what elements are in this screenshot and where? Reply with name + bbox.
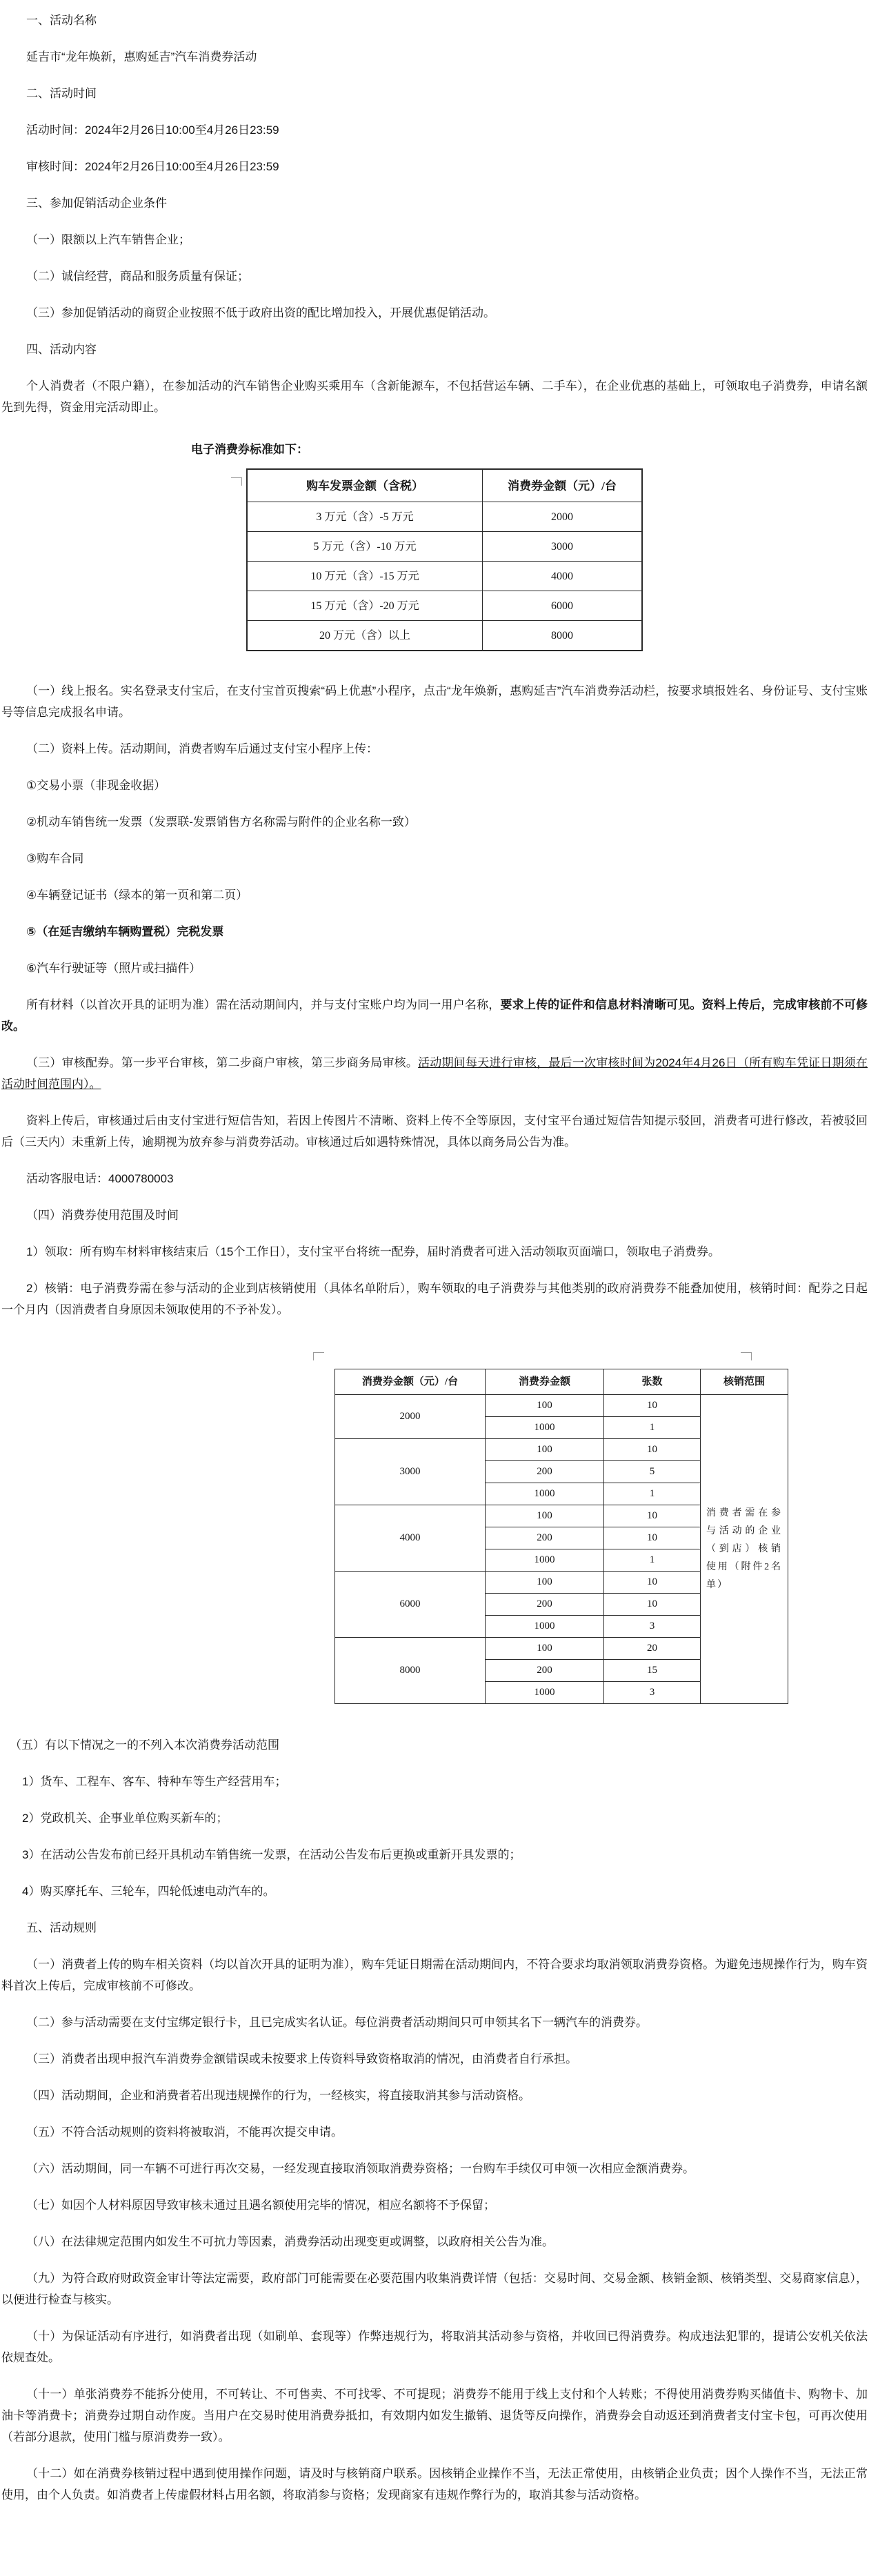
text-run: 五、活动规则: [26, 1921, 97, 1934]
table-header-cell: 消费券金额（元）/台: [335, 1369, 486, 1395]
text-run: （二）诚信经营，商品和服务质量有保证；: [26, 270, 249, 283]
paragraph: [1, 680, 868, 723]
section-heading: [1, 83, 868, 104]
text-run: （四）消费券使用范围及时间: [26, 1209, 179, 1222]
text-run: （一）线上报名。实名登录支付宝后，在支付宝首页搜索“码上优惠”小程序，点击“龙年焕新，惠购延吉”汽车消费券活动栏，按要求填报姓名、身份证号、支付宝账号等信息完成报名申请。: [1, 684, 868, 719]
table-cell: 2000: [335, 1395, 486, 1439]
paragraph: [1, 2384, 868, 2448]
paragraph: [1, 2326, 868, 2368]
text-run: 所有材料（以首次开具的证明为准）需在活动期间内，并与支付宝账户均为同一用户名称，: [26, 998, 501, 1011]
table-cell: 8000: [335, 1638, 486, 1704]
table-cell: 2000: [483, 502, 643, 532]
table-cell: 10: [604, 1594, 701, 1616]
text-run: 延吉市“龙年焕新，惠购延吉”汽车消费券活动: [26, 50, 257, 63]
paragraph: [1, 1110, 868, 1153]
text-run: 个人消费者（不限户籍），在参加活动的汽车销售企业购买乘用车（含新能源车，不包括营运车辆、二手车），在企业优惠的基础上，可领取电子消费券，申请名额先到先得，资金用完活动即止。: [1, 379, 868, 414]
paragraph: [1, 958, 868, 979]
table-cell: 消费者需在参与活动的企业（到店）核销使用（附件2名单）: [701, 1395, 788, 1704]
paragraph: [1, 2158, 868, 2179]
text-run: ③购车合同: [26, 852, 84, 865]
section-heading: [1, 1917, 868, 1939]
table-cell: 1: [604, 1417, 701, 1439]
paragraph: [1, 2268, 868, 2310]
table-header-cell: 消费券金额: [486, 1369, 604, 1395]
paragraph: [1, 2012, 868, 2033]
paragraph: [1, 266, 868, 287]
voucher-breakdown-table: [334, 1369, 788, 1704]
table-header-cell: 购车发票金额（含税）: [247, 469, 483, 502]
table-cell: 3000: [335, 1439, 486, 1505]
text-run: （十一）单张消费券不能拆分使用，不可转让、不可售卖、不可找零、不可提现；消费券不能用于线上支付和个人转账；不得使用消费券购买储值卡、购物卡、加油卡等消费卡；消费券过期自动作废。当用户在交易时使用消费券抵扣，有效期内如发生撤销、退货等反向操作，消费券会自动返还到消费者支付宝卡包，可再次使用（若部分退款，使用门槛与原消费券一致）。: [1, 2388, 868, 2444]
table-cell: 1000: [486, 1682, 604, 1704]
paragraph: [1, 156, 868, 177]
paragraph: [1, 1241, 868, 1262]
boundary-corner-mark: [741, 1352, 752, 1360]
text-run: 审核时间：2024年2月26日10:00至4月26日23:59: [26, 160, 279, 173]
text-run: 活动客服电话：4000780003: [26, 1172, 174, 1185]
table-row: [335, 1395, 788, 1417]
table-cell: 10: [604, 1572, 701, 1594]
table-cell: 6000: [335, 1572, 486, 1638]
table-cell: 10: [604, 1439, 701, 1461]
text-run: 1）领取：所有购车材料审核结束后（15个工作日），支付宝平台将统一配券，届时消费者可进入活动领取页面端口，领取电子消费券。: [26, 1245, 720, 1258]
section-heading: [1, 10, 868, 31]
paragraph: [1, 302, 868, 324]
paragraph: [1, 2194, 868, 2216]
text-run: （三）参加促销活动的商贸企业按照不低于政府出资的配比增加投入，开展优惠促销活动。: [26, 306, 495, 319]
table-cell: 200: [486, 1461, 604, 1483]
paragraph: [1, 2085, 868, 2106]
table-cell: 3000: [483, 532, 643, 562]
paragraph: [1, 2463, 868, 2506]
table-cell: 3: [604, 1616, 701, 1638]
boundary-corner-mark: [313, 1352, 324, 1360]
table-cell: 10: [604, 1527, 701, 1549]
section-heading: [1, 339, 868, 360]
text-run: （五）不符合活动规则的资料将被取消，不能再次提交申请。: [26, 2126, 343, 2139]
paragraph: [1, 1734, 868, 1756]
table-cell: 100: [486, 1505, 604, 1527]
boundary-corner-mark: [231, 477, 242, 486]
paragraph: [1, 1881, 868, 1902]
table-cell: 4000: [483, 562, 643, 591]
table-cell: 8000: [483, 621, 643, 651]
table-cell: 20 万元（含）以上: [247, 621, 483, 651]
paragraph: [1, 375, 868, 418]
section-heading: [1, 192, 868, 214]
text-run: （四）活动期间，企业和消费者若出现违规操作的行为，一经核实，将直接取消其参与活动资格。: [26, 2089, 530, 2102]
table-cell: 5: [604, 1461, 701, 1483]
text-run: （六）活动期间，同一车辆不可进行再次交易，一经发现直接取消领取消费券资格；一台购车手续仅可申领一次相应金额消费券。: [26, 2162, 695, 2175]
paragraph: [1, 994, 868, 1037]
paragraph: [1, 884, 868, 906]
table-cell: 10: [604, 1395, 701, 1417]
text-run: （三）审核配券。第一步平台审核，第二步商户审核，第三步商务局审核。: [26, 1056, 419, 1069]
paragraph: [1, 1278, 868, 1320]
text-run: ⑥汽车行驶证等（照片或扫描件）: [26, 962, 201, 975]
table-cell: 200: [486, 1594, 604, 1616]
table-cell: 1000: [486, 1616, 604, 1638]
table-cell: 10: [604, 1505, 701, 1527]
text-run: ①交易小票（非现金收据）: [26, 779, 166, 792]
table-cell: 100: [486, 1572, 604, 1594]
text-run: 电子消费券标准如下：: [191, 443, 308, 456]
table-cell: 100: [486, 1439, 604, 1461]
table-row: [247, 532, 642, 562]
table-cell: 100: [486, 1395, 604, 1417]
paragraph: [1, 1205, 868, 1226]
text-run: （一）限额以上汽车销售企业；: [26, 233, 190, 246]
text-run: （五）有以下情况之一的不列入本次消费券活动范围: [10, 1738, 279, 1752]
paragraph: [1, 848, 868, 869]
table-row: [247, 502, 642, 532]
table-cell: 1000: [486, 1483, 604, 1505]
table-cell: 1000: [486, 1549, 604, 1572]
text-run: 3）在活动公告发布前已经开具机动车销售统一发票，在活动公告发布后更换或重新开具发票的；: [22, 1848, 521, 1861]
table-header-cell: 核销范围: [701, 1369, 788, 1395]
table-row: [247, 591, 642, 621]
paragraph: [1, 119, 868, 141]
table-cell: 3 万元（含）-5 万元: [247, 502, 483, 532]
table-cell: 5 万元（含）-10 万元: [247, 532, 483, 562]
table-cell: 15 万元（含）-20 万元: [247, 591, 483, 621]
paragraph: [1, 46, 868, 68]
text-run: 活动期间每天进行审核，最后一次审核时间为2024年4月26日（所有购车凭证日期须在活动时间范围内）。: [1, 1056, 868, 1091]
paragraph: [1, 738, 868, 760]
paragraph: [1, 2048, 868, 2070]
paragraph: [1, 1954, 868, 1997]
paragraph: [1, 2121, 868, 2143]
text-run: 资料上传后，审核通过后由支付宝进行短信告知，若因上传图片不清晰、资料上传不全等原因，支付宝平台通过短信告知提示驳回，消费者可进行修改，若被驳回后（三天内）未重新上传，逾期视为放弃参与消费券活动。审核通过后如遇特殊情况，具体以商务局公告为准。: [1, 1114, 868, 1149]
paragraph: [1, 1807, 868, 1829]
paragraph: [1, 811, 868, 833]
voucher-standard-table: [246, 468, 643, 651]
table-cell: 10 万元（含）-15 万元: [247, 562, 483, 591]
text-run: 要求上传的证件和信息材料清晰可见。资料上传后，完成审核前不可修改。: [1, 998, 868, 1033]
table-cell: 4000: [335, 1505, 486, 1572]
text-run: 4）购买摩托车、三轮车，四轮低速电动汽车的。: [22, 1885, 275, 1898]
table-header-cell: 张数: [604, 1369, 701, 1395]
text-run: 一、活动名称: [26, 14, 97, 27]
paragraph: [1, 1168, 868, 1189]
text-run: 四、活动内容: [26, 343, 97, 356]
text-run: （一）消费者上传的购车相关资料（均以首次开具的证明为准），购车凭证日期需在活动期间内，不符合要求均取消领取消费券资格。为避免违规操作行为，购车资料首次上传后，完成审核前不可修改。: [1, 1958, 868, 1992]
text-run: （九）为符合政府财政资金审计等法定需要，政府部门可能需要在必要范围内收集消费详情（包括：交易时间、交易金额、核销金额、核销类型、交易商家信息），以便进行检查与核实。: [1, 2272, 868, 2306]
text-run: 二、活动时间: [26, 87, 97, 100]
paragraph: [1, 775, 868, 796]
table-title: [1, 439, 868, 460]
paragraph: [1, 2231, 868, 2252]
table-cell: 1: [604, 1549, 701, 1572]
text-run: 1）货车、工程车、客车、特种车等生产经营用车；: [22, 1775, 287, 1788]
table-cell: 3: [604, 1682, 701, 1704]
table-cell: 100: [486, 1638, 604, 1660]
text-run: ④车辆登记证书（绿本的第一页和第二页）: [26, 889, 248, 902]
paragraph: [1, 1844, 868, 1865]
text-run: 2）核销：电子消费券需在参与活动的企业到店核销使用（具体名单附后），购车领取的电子消费券与其他类别的政府消费券不能叠加使用，核销时间：配券之日起一个月内（因消费者自身原因未领取使用的不予补发）。: [1, 1282, 868, 1316]
text-run: 2）党政机关、企事业单位购买新车的；: [22, 1812, 228, 1825]
table-cell: 200: [486, 1527, 604, 1549]
text-run: 三、参加促销活动企业条件: [26, 197, 167, 210]
text-run: （二）参与活动需要在支付宝绑定银行卡，且已完成实名认证。每位消费者活动期间只可申领其名下一辆汽车的消费券。: [26, 2016, 648, 2029]
table-row: [247, 562, 642, 591]
table-cell: 6000: [483, 591, 643, 621]
paragraph: [1, 1052, 868, 1095]
table-cell: 200: [486, 1660, 604, 1682]
paragraph: [1, 921, 868, 942]
text-run: ②机动车销售统一发票（发票联-发票销售方名称需与附件的企业名称一致）: [26, 815, 416, 829]
table-header-cell: 消费券金额（元）/台: [483, 469, 643, 502]
table-cell: 1000: [486, 1417, 604, 1439]
text-run: （二）资料上传。活动期间，消费者购车后通过支付宝小程序上传：: [26, 742, 378, 755]
text-run: ⑤（在延吉缴纳车辆购置税）完税发票: [26, 925, 224, 938]
paragraph: [1, 1771, 868, 1792]
text-run: 活动时间：2024年2月26日10:00至4月26日23:59: [26, 123, 279, 137]
table-cell: 1: [604, 1483, 701, 1505]
table-cell: 15: [604, 1660, 701, 1682]
text-run: （三）消费者出现申报汽车消费券金额错误或未按要求上传资料导致资格取消的情况，由消费者自行承担。: [26, 2052, 577, 2065]
table-cell: 20: [604, 1638, 701, 1660]
text-run: （七）如因个人材料原因导致审核未通过且遇名额使用完毕的情况，相应名额将不予保留；: [26, 2199, 495, 2212]
paragraph: [1, 229, 868, 250]
text-run: （十二）如在消费券核销过程中遇到使用操作问题，请及时与核销商户联系。因核销企业操作不当，无法正常使用，由核销企业负责；因个人操作不当，无法正常使用，由个人负责。如消费者上传虚假材料占用名额，将取消参与资格；发现商家有违规作弊行为的，取消其参与活动资格。: [1, 2467, 868, 2501]
table-row: [247, 621, 642, 651]
text-run: （十）为保证活动有序进行，如消费者出现（如刷单、套现等）作弊违规行为，将取消其活动参与资格，并收回已得消费券。构成违法犯罪的，提请公安机关依法依规查处。: [1, 2330, 868, 2364]
text-run: （八）在法律规定范围内如发生不可抗力等因素，消费券活动出现变更或调整，以政府相关公告为准。: [26, 2235, 554, 2248]
